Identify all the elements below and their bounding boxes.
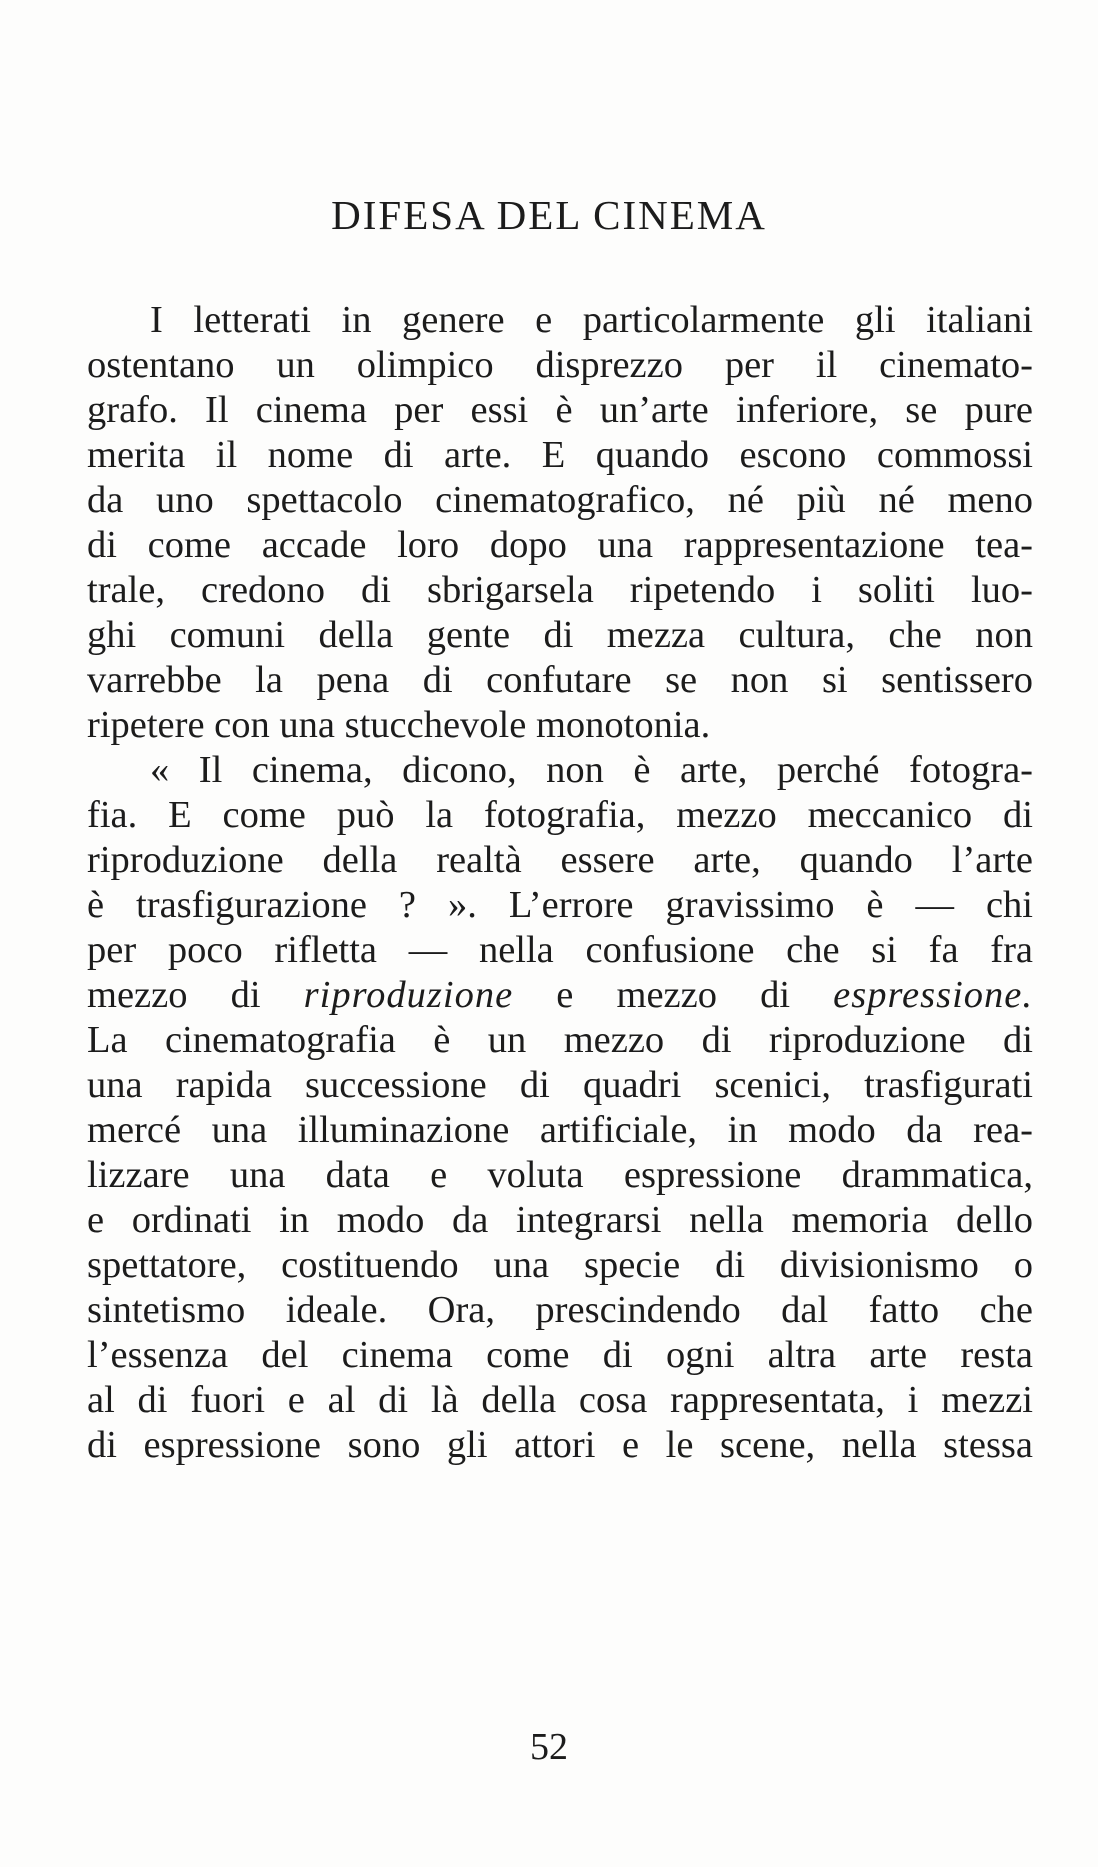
text-line: I letterati in genere e particolarmente gli italiani bbox=[150, 299, 1033, 341]
text-line: l’essenza del cinema come di ogni altra arte resta bbox=[87, 1334, 1033, 1376]
italic-term: espressione. bbox=[833, 974, 1033, 1016]
chapter-title: DIFESA DEL CINEMA bbox=[331, 192, 767, 238]
text-line: varrebbe la pena di confutare se non si sentissero bbox=[87, 659, 1033, 701]
text-line: da uno spettacolo cinematografico, né più né meno bbox=[87, 479, 1033, 521]
text-line: e ordinati in modo da integrarsi nella memoria dello bbox=[87, 1199, 1033, 1241]
text-line bbox=[87, 972, 1033, 1018]
text-line: ripetere con una stucchevole monotonia. bbox=[87, 704, 711, 746]
text-line: ostentano un olimpico disprezzo per il cinemato- bbox=[87, 344, 1033, 386]
text-line: è trasfigurazione ? ». L’errore gravissimo è — chi bbox=[87, 884, 1033, 926]
text-line: fia. E come può la fotografia, mezzo meccanico di bbox=[87, 794, 1033, 836]
text-run: mezzo di bbox=[87, 974, 304, 1016]
text-line: « Il cinema, dicono, non è arte, perché fotogra- bbox=[150, 749, 1033, 791]
text-line: grafo. Il cinema per essi è un’arte inferiore, se pure bbox=[87, 389, 1033, 431]
page-number: 52 bbox=[530, 1726, 568, 1768]
text-line: riproduzione della realtà essere arte, quando l’arte bbox=[87, 839, 1033, 881]
text-line: La cinematografia è un mezzo di riproduzione di bbox=[87, 1019, 1033, 1061]
text-line: ghi comuni della gente di mezza cultura, che non bbox=[87, 614, 1033, 656]
text-line: merita il nome di arte. E quando escono commossi bbox=[87, 434, 1033, 476]
text-line: di come accade loro dopo una rappresentazione tea- bbox=[87, 524, 1033, 566]
text-line: sintetismo ideale. Ora, prescindendo dal fatto che bbox=[87, 1289, 1033, 1331]
italic-term: riproduzione bbox=[303, 974, 514, 1016]
text-line: di espressione sono gli attori e le scene, nella stessa bbox=[87, 1424, 1033, 1466]
text-line: lizzare una data e voluta espressione drammatica, bbox=[87, 1154, 1033, 1196]
text-line: per poco rifletta — nella confusione che si fa fra bbox=[87, 929, 1033, 971]
text-line: mercé una illuminazione artificiale, in modo da rea- bbox=[87, 1109, 1033, 1151]
text-run: e mezzo di bbox=[513, 974, 834, 1016]
text-line: trale, credono di sbrigarsela ripetendo i soliti luo- bbox=[87, 569, 1033, 611]
text-line: una rapida successione di quadri scenici, trasfigurati bbox=[87, 1064, 1033, 1106]
text-line: spettatore, costituendo una specie di divisionismo o bbox=[87, 1244, 1033, 1286]
text-line: al di fuori e al di là della cosa rappresentata, i mezzi bbox=[87, 1379, 1033, 1421]
